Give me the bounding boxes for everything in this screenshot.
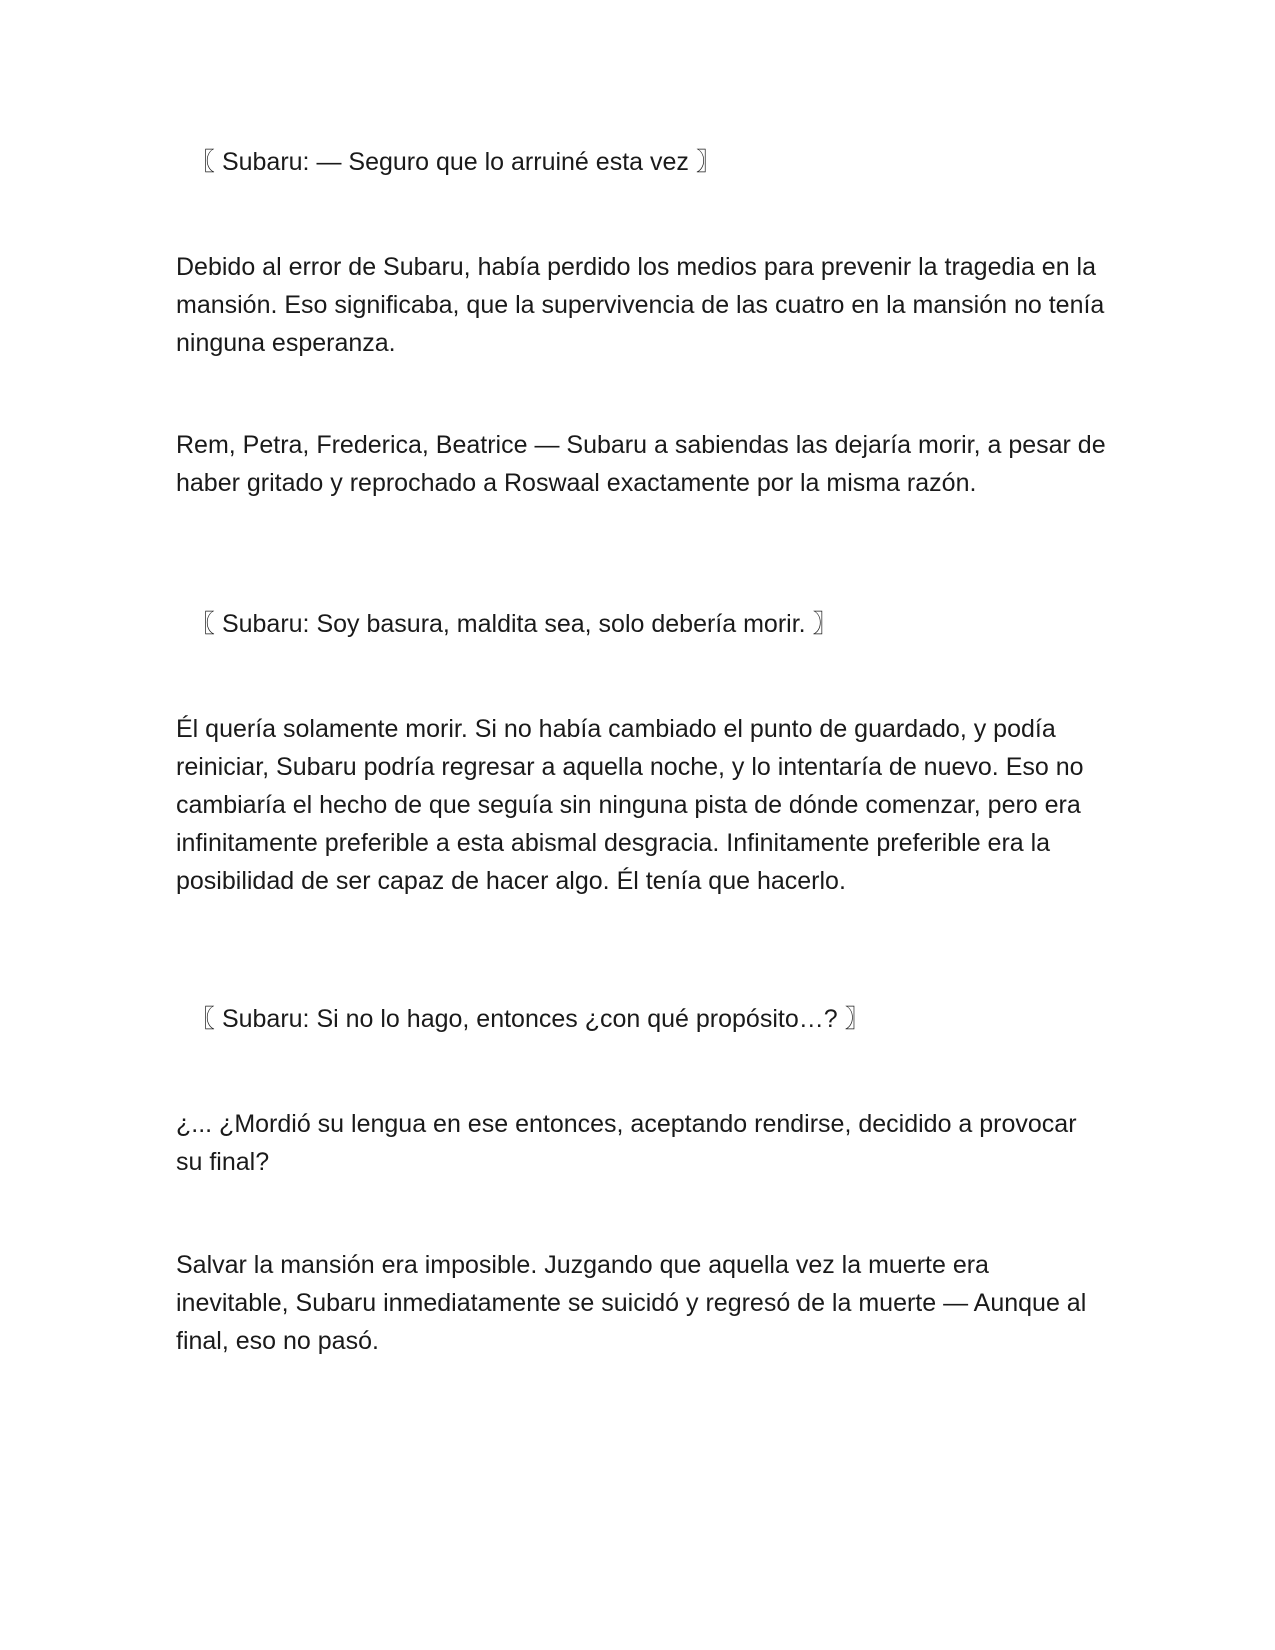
paragraph-4: ¿... ¿Mordió su lengua en ese entonces, aceptando rendirse, decidido a provocar su final? [176, 1110, 1077, 1176]
paragraph-3: Él quería solamente morir. Si no había cambiado el punto de guardado, y podía reiniciar, Subaru podría regresar a aquella noche, y lo intentaría de nuevo. Eso no cambiaría el hecho de que seguía sin ninguna pista de dónde comenzar, pero era infinitamente preferible a esta abismal desgracia. Infinitamente preferible era la posibilidad de ser capaz de hacer algo. Él tenía que hacerlo. [176, 715, 1084, 895]
dialogue-line-2: 〖 Subaru: Soy basura, maldita sea, solo debería morir. 〗 [190, 610, 838, 638]
paragraph-2: Rem, Petra, Frederica, Beatrice — Subaru a sabiendas las dejaría morir, a pesar de haber gritado y reprochado a Roswaal exactamente por la misma razón. [176, 431, 1106, 497]
dialogue-line-3: 〖 Subaru: Si no lo hago, entonces ¿con qué propósito…? 〗 [190, 1005, 870, 1033]
paragraph-5: Salvar la mansión era imposible. Juzgando que aquella vez la muerte era inevitable, Subaru inmediatamente se suicidó y regresó de la muerte — Aunque al final, eso no pasó. [176, 1251, 1087, 1355]
paragraph-1: Debido al error de Subaru, había perdido los medios para prevenir la tragedia en la mansión. Eso significaba, que la supervivencia de las cuatro en la mansión no tenía ninguna esperanza. [176, 253, 1105, 357]
dialogue-line-1: 〖 Subaru: — Seguro que lo arruiné esta vez 〗 [190, 148, 721, 176]
